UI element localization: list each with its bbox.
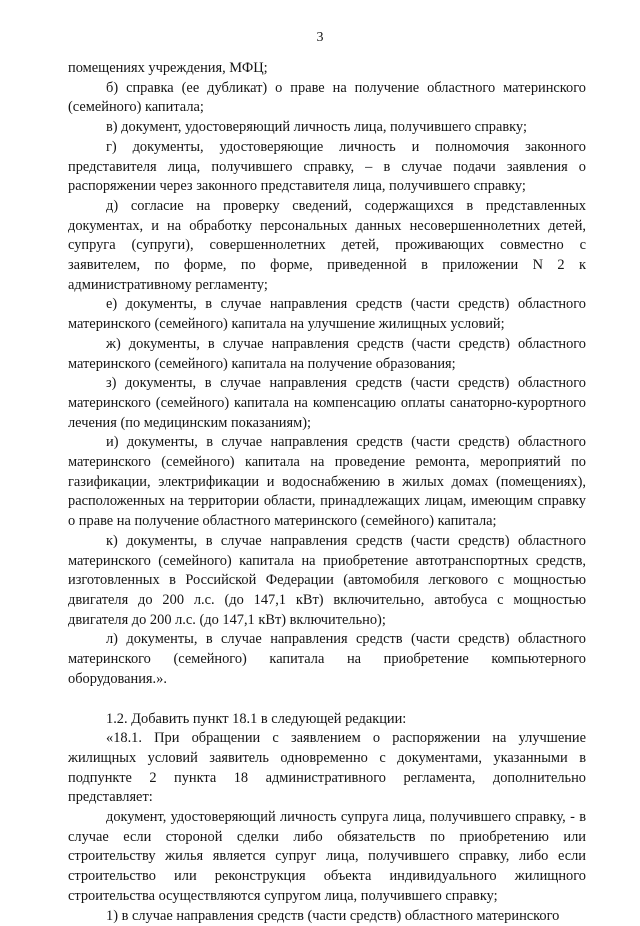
- paragraph: 1) в случае направления средств (части средств) областного материнского: [106, 907, 560, 924]
- paragraph: в) документ, удостоверяющий личность лица, получившего справку;: [106, 119, 527, 136]
- paragraph: г) документы, удостоверяющие личность и полномочия законного представителя лица, получившего справку, – в случае подачи заявления о распоряжении через законного представителя лица, получившего справку;: [68, 138, 586, 195]
- paragraph-gap: [68, 690, 586, 710]
- paragraph: 1.2. Добавить пункт 18.1 в следующей редакции:: [106, 710, 407, 727]
- paragraph: е) документы, в случае направления средств (части средств) областного материнского (семейного) капитала на улучшение жилищных условий;: [68, 296, 586, 333]
- page-number: 3: [316, 30, 324, 45]
- paragraph: д) согласие на проверку сведений, содержащихся в представленных документах, и на обработку персональных данных несовершеннолетних детей, супруга (супруги), совершеннолетних детей, проживающих совместно с заявителем, по форме, по форме, приведенной в приложении N 2 к административному регламенту;: [68, 197, 586, 293]
- paragraph: ж) документы, в случае направления средств (части средств) областного материнского (семейного) капитала на получение образования;: [68, 335, 586, 372]
- paragraph: и) документы, в случае направления средств (части средств) областного материнского (семейного) капитала на проведение ремонта, мероприятий по газификации, электрификации и водоснабжению в жилых домах (помещениях), расположенных на территории области, принадлежащих лицам, имеющим справку о праве на получение областного материнского (семейного) капитала;: [68, 434, 586, 530]
- paragraph: б) справка (ее дубликат) о праве на получение областного материнского (семейного) капитала;: [68, 79, 586, 116]
- paragraph: з) документы, в случае направления средств (части средств) областного материнского (семейного) капитала на компенсацию оплаты санаторно-курортного лечения (по медицинским показаниям);: [68, 375, 586, 431]
- paragraph: документ, удостоверяющий личность супруга лица, получившего справку, - в случае если стороной сделки либо обязательств по приобретению или строительству жилья является супруг лица, получившего справку, либо если строительство или реконструкция объекта индивидуального жилищного строительства осуществляются супругом лица, получившего справку;: [68, 809, 586, 904]
- document-body: [68, 59, 586, 926]
- paragraph: помещениях учреждения, МФЦ;: [68, 60, 268, 76]
- paragraph: «18.1. При обращении с заявлением о распоряжении на улучшение жилищных условий заявитель одновременно с документами, указанными в подпункте 2 пункта 18 административного регламента, дополнительно представляет:: [68, 730, 586, 806]
- paragraph: к) документы, в случае направления средств (части средств) областного материнского (семейного) капитала на приобретение автотранспортных средств, изготовленных в Российской Федерации (автомобиля легкового с мощностью двигателя до 200 л.с. (до 147,1 кВт) включительно, автобуса с мощностью двигателя до 200 л.с. (до 147,1 кВт) включительно);: [68, 532, 586, 628]
- paragraph: л) документы, в случае направления средств (части средств) областного материнского (семейного) капитала на приобретение компьютерного оборудования.».: [68, 631, 586, 687]
